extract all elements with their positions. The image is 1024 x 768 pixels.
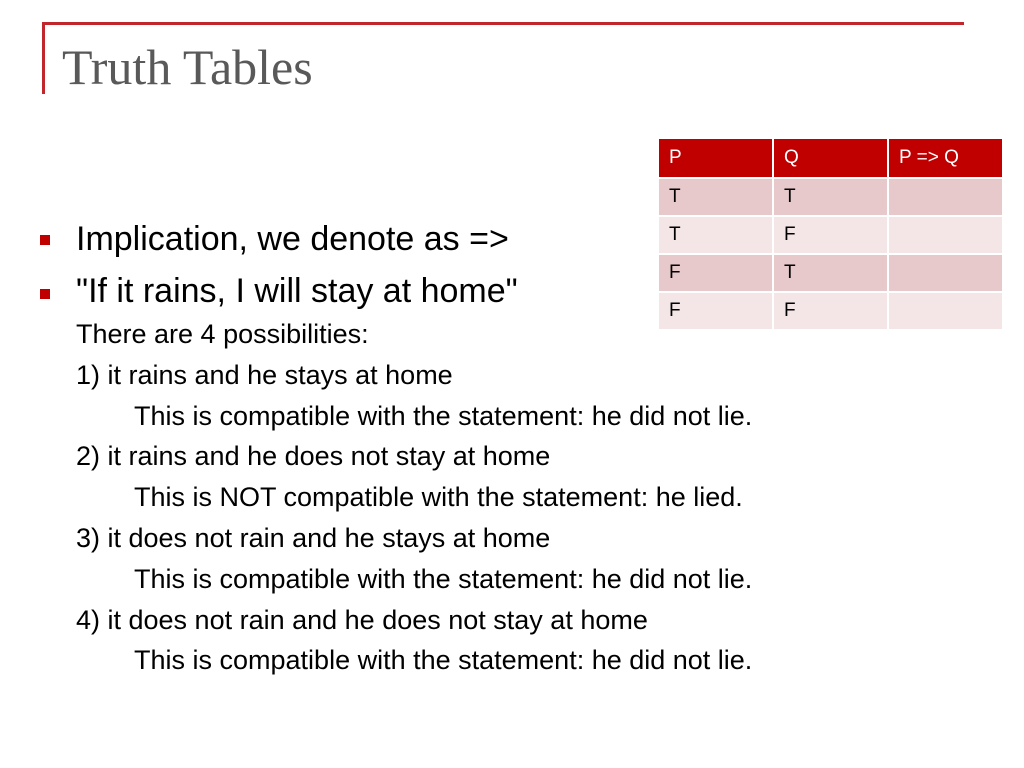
table-cell	[888, 216, 1003, 254]
sub-line: This is compatible with the statement: he did not lie.	[134, 645, 753, 676]
table-cell: T	[658, 216, 773, 254]
bullet-text: Implication, we denote as =>	[76, 220, 509, 258]
sub-line: This is NOT compatible with the statement: he lied.	[134, 482, 743, 513]
sub-line: 3) it does not rain and he stays at home	[76, 522, 551, 553]
table-cell	[888, 292, 1003, 330]
table-header-row	[658, 138, 1003, 178]
table-cell: T	[773, 254, 888, 292]
bullet-list	[40, 214, 752, 681]
table-cell: T	[773, 178, 888, 216]
table-cell: F	[773, 216, 888, 254]
sub-line: 4) it does not rain and he does not stay at home	[76, 604, 648, 635]
table-header-p: P	[658, 138, 773, 178]
table-cell	[888, 254, 1003, 292]
table-cell: F	[773, 292, 888, 330]
sub-line: 1) it rains and he stays at home	[76, 359, 453, 390]
bullet-text: "If it rains, I will stay at home"	[76, 272, 518, 310]
sub-line: This is compatible with the statement: he did not lie.	[134, 400, 753, 431]
table-row	[658, 178, 1003, 216]
table-cell: F	[658, 254, 773, 292]
table-cell: T	[658, 178, 773, 216]
table-header-implication: P => Q	[888, 138, 1003, 178]
accent-line-top	[42, 22, 964, 25]
bullet-item-implication	[40, 214, 752, 264]
sub-line: This is compatible with the statement: he did not lie.	[134, 563, 753, 594]
sub-line: 2) it rains and he does not stay at home	[76, 441, 551, 472]
table-cell	[888, 178, 1003, 216]
table-header-q: Q	[773, 138, 888, 178]
table-cell: F	[658, 292, 773, 330]
bullet-item-rain-example	[40, 268, 752, 681]
square-bullet-icon	[40, 289, 50, 299]
accent-line-left	[42, 22, 45, 94]
slide-title: Truth Tables	[62, 39, 313, 95]
square-bullet-icon	[40, 235, 50, 245]
sub-line: There are 4 possibilities:	[76, 319, 369, 349]
